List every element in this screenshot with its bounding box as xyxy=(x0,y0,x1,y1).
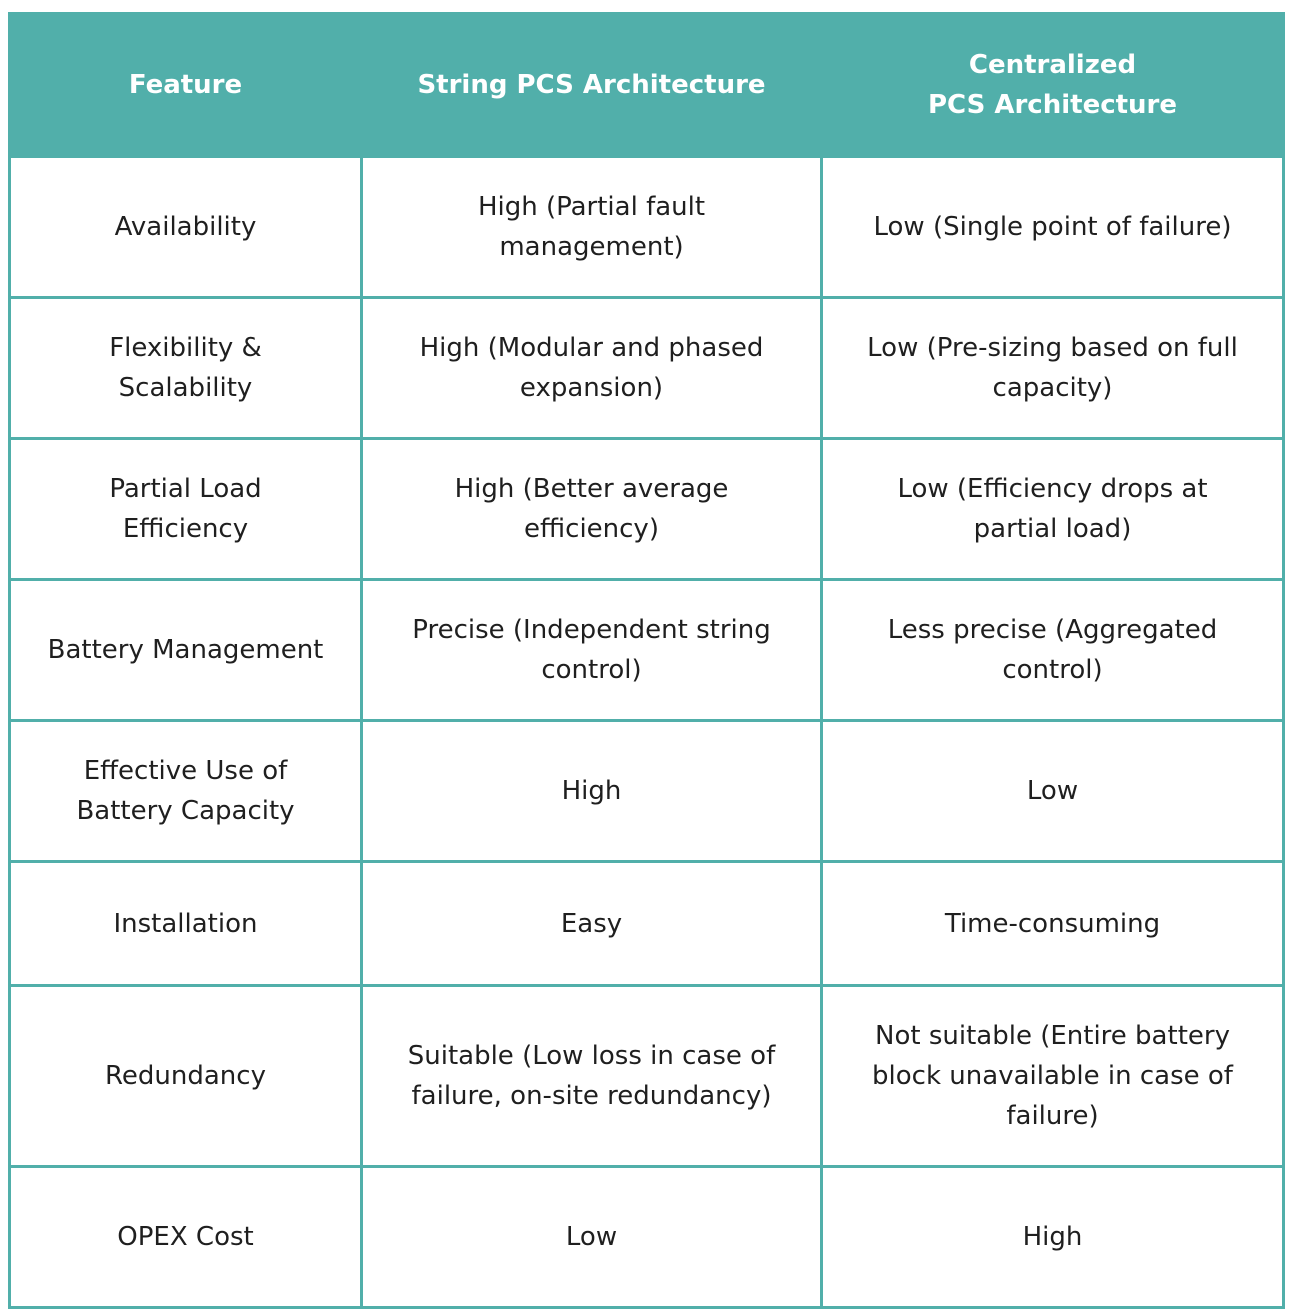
cell-line: capacity) xyxy=(992,373,1113,403)
cell-line: Battery Management xyxy=(47,635,324,665)
cell-line: Partial Load xyxy=(109,474,262,504)
cell-string-pcs xyxy=(362,439,822,580)
cell-line: partial load) xyxy=(973,514,1132,544)
cell-feature xyxy=(10,439,362,580)
cell-centralized-pcs xyxy=(822,721,1284,862)
cell-line: Less precise (Aggregated xyxy=(887,615,1218,645)
cell-line: control) xyxy=(1002,655,1103,685)
cell-line: management) xyxy=(499,232,684,262)
cell-string-pcs xyxy=(362,580,822,721)
cell-line: Low xyxy=(1026,776,1079,806)
table-row-availability xyxy=(10,157,1284,298)
cell-line: efficiency) xyxy=(524,514,659,544)
cell-line: failure, on-site redundancy) xyxy=(411,1081,772,1111)
header-string-pcs-line: String PCS Architecture xyxy=(417,70,766,100)
table-row-flexibility xyxy=(10,298,1284,439)
table-row-installation xyxy=(10,862,1284,986)
cell-feature xyxy=(10,580,362,721)
cell-feature xyxy=(10,1167,362,1308)
table-row-battery-capacity xyxy=(10,721,1284,862)
cell-line: High xyxy=(1022,1222,1083,1252)
cell-centralized-pcs xyxy=(822,157,1284,298)
cell-string-pcs xyxy=(362,298,822,439)
cell-line: Flexibility & xyxy=(109,333,262,363)
cell-feature xyxy=(10,986,362,1167)
header-centralized-pcs xyxy=(822,14,1284,157)
cell-string-pcs xyxy=(362,721,822,862)
cell-string-pcs xyxy=(362,986,822,1167)
cell-feature xyxy=(10,721,362,862)
cell-centralized-pcs xyxy=(822,986,1284,1167)
header-string-pcs xyxy=(362,14,822,157)
cell-string-pcs xyxy=(362,157,822,298)
cell-line: Efficiency xyxy=(122,514,249,544)
cell-string-pcs xyxy=(362,862,822,986)
header-centralized-pcs-line-2: PCS Architecture xyxy=(927,90,1178,120)
cell-string-pcs xyxy=(362,1167,822,1308)
cell-line: expansion) xyxy=(519,373,664,403)
cell-line: High (Better average xyxy=(454,474,729,504)
cell-line: Time-consuming xyxy=(944,908,1161,939)
table-row-redundancy xyxy=(10,986,1284,1167)
cell-line: OPEX Cost xyxy=(117,1222,254,1252)
cell-line: High xyxy=(561,776,622,806)
cell-feature xyxy=(10,157,362,298)
cell-line: Redundancy xyxy=(105,1061,266,1091)
cell-line: Installation xyxy=(113,908,258,939)
cell-centralized-pcs xyxy=(822,439,1284,580)
cell-line: Suitable (Low loss in case of xyxy=(407,1041,776,1071)
cell-centralized-pcs xyxy=(822,298,1284,439)
pcs-comparison-table xyxy=(8,12,1285,1309)
cell-line: Not suitable (Entire battery xyxy=(875,1021,1230,1051)
cell-line: control) xyxy=(541,655,642,685)
comparison-table-container xyxy=(8,12,1282,1294)
cell-line: Low xyxy=(565,1222,618,1252)
cell-line: Effective Use of xyxy=(83,756,288,786)
cell-line: failure) xyxy=(1006,1101,1099,1131)
cell-feature xyxy=(10,298,362,439)
cell-centralized-pcs xyxy=(822,862,1284,986)
cell-feature xyxy=(10,862,362,986)
cell-line: Low (Efficiency drops at xyxy=(897,474,1208,504)
cell-line: Scalability xyxy=(118,373,253,403)
cell-line: Low (Pre-sizing based on full xyxy=(867,333,1238,363)
cell-line: Precise (Independent string xyxy=(412,615,771,645)
header-row xyxy=(10,14,1284,157)
table-row-partial-load xyxy=(10,439,1284,580)
header-centralized-pcs-line-1: Centralized xyxy=(968,50,1137,80)
cell-line: High (Partial fault xyxy=(477,192,706,222)
table-row-opex-cost xyxy=(10,1167,1284,1308)
cell-line: Low (Single point of failure) xyxy=(873,212,1232,242)
cell-line: Availability xyxy=(114,212,257,242)
cell-line: Easy xyxy=(560,908,623,939)
cell-centralized-pcs xyxy=(822,580,1284,721)
cell-centralized-pcs xyxy=(822,1167,1284,1308)
header-feature-line: Feature xyxy=(128,70,243,100)
table-row-battery-management xyxy=(10,580,1284,721)
cell-line: block unavailable in case of xyxy=(872,1061,1233,1091)
header-feature xyxy=(10,14,362,157)
cell-line: High (Modular and phased xyxy=(419,333,764,363)
cell-line: Battery Capacity xyxy=(76,796,295,826)
